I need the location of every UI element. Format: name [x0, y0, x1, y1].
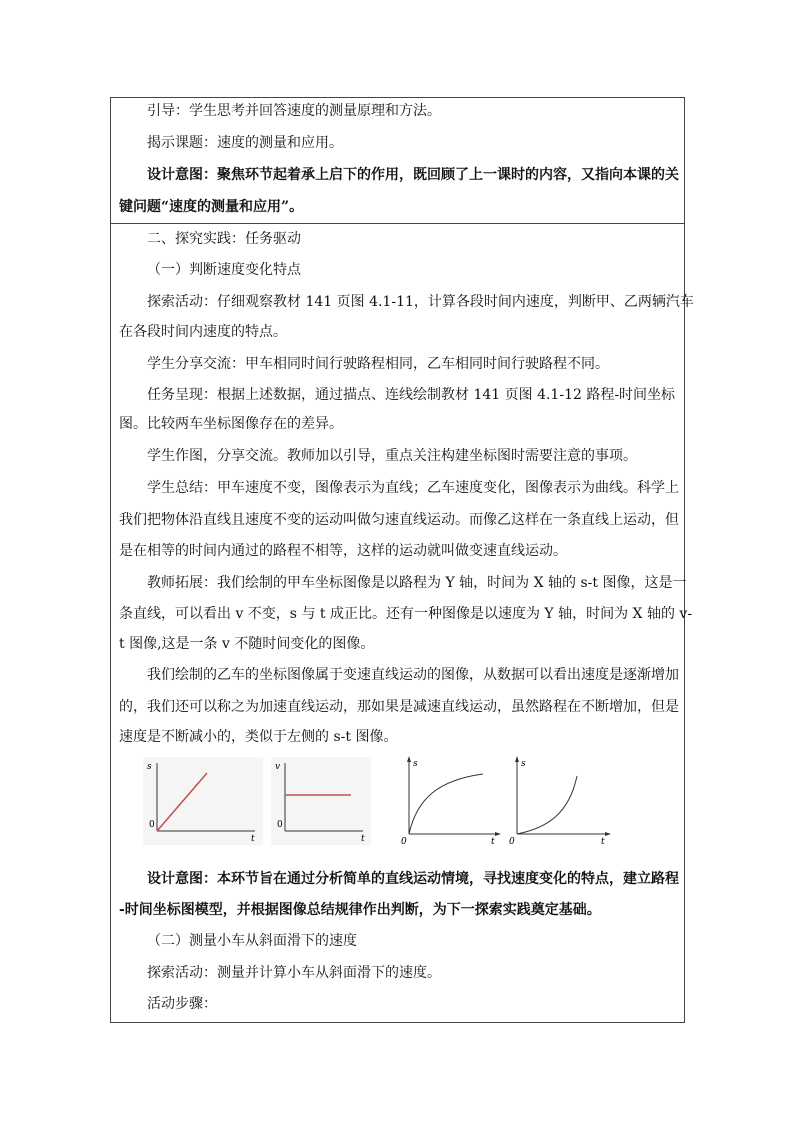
design-intent-cont: -时间坐标图模型，并根据图像总结规律作出判断，为下一探索实践奠定基础。 — [119, 902, 601, 918]
y-axis-label: v — [275, 762, 281, 772]
paragraph: 学生分享交流：甲车相同时间行驶路程相同，乙车相同时间行驶路程不同。 — [147, 356, 609, 372]
x-axis-label: t — [361, 834, 365, 844]
paragraph: 揭示课题：速度的测量和应用。 — [147, 135, 343, 151]
st-linear-graph — [143, 757, 263, 845]
y-axis-label: s — [147, 762, 152, 772]
design-intent: 设计意图：聚焦环节起着承上启下的作用，既回顾了上一课时的内容，又指向本课的关 — [147, 167, 679, 183]
origin-label: 0 — [277, 820, 283, 830]
paragraph: 引导：学生思考并回答速度的测量原理和方法。 — [147, 103, 441, 119]
vt-constant-graph — [271, 757, 371, 845]
x-axis-label: t — [491, 837, 495, 846]
paragraph: 是在相等的时间内通过的路程不相等，这样的运动就叫做变速直线运动。 — [119, 543, 567, 559]
paragraph: 的，我们还可以称之为加速直线运动，那如果是减速直线运动，虽然路程在不断增加，但是 — [119, 699, 679, 715]
paragraph: 在各段时间内速度的特点。 — [119, 324, 287, 340]
x-axis-label: t — [601, 837, 605, 846]
lesson-plan-table — [110, 97, 694, 1023]
st-accelerating-graph — [503, 754, 613, 846]
design-intent-cont: 键问题“速度的测量和应用”。 — [119, 199, 304, 215]
paragraph: 活动步骤： — [147, 996, 217, 1012]
origin-label: 0 — [149, 820, 155, 830]
subsection-heading: （一）判断速度变化特点 — [147, 262, 301, 278]
paragraph: 学生总结：甲车速度不变，图像表示为直线；乙车速度变化，图像表示为曲线。科学上 — [147, 480, 679, 496]
paragraph: 条直线，可以看出 v 不变，s 与 t 成正比。还有一种图像是以速度为 Y 轴，时间为 X 轴的 v- — [119, 606, 693, 622]
paragraph: 学生作图，分享交流。教师加以引导，重点关注构建坐标图时需要注意的事项。 — [147, 448, 637, 464]
paragraph: 探索活动：仔细观察教材 141 页图 4.1-11，计算各段时间内速度，判断甲、乙两辆汽车 — [147, 294, 694, 310]
paragraph: t 图像,这是一条 v 不随时间变化的图像。 — [119, 636, 375, 652]
x-axis-label: t — [251, 834, 255, 844]
paragraph: 探索活动：测量并计算小车从斜面滑下的速度。 — [147, 965, 441, 981]
origin-label: 0 — [401, 837, 407, 846]
table-cell-practice — [110, 223, 694, 1023]
paragraph: 速度是不断减小的，类似于左侧的 s-t 图像。 — [119, 729, 398, 745]
paragraph: 我们把物体沿直线且速度不变的运动叫做匀速直线运动。而像乙这样在一条直线上运动，但 — [119, 512, 679, 528]
origin-label: 0 — [509, 837, 515, 846]
subsection-heading: （二）测量小车从斜面滑下的速度 — [147, 933, 357, 949]
paragraph: 任务呈现：根据上述数据，通过描点、连线绘制教材 141 页图 4.1-12 路程-时间坐标 — [147, 387, 676, 403]
design-intent: 设计意图：本环节旨在通过分析简单的直线运动情境，寻找速度变化的特点，建立路程 — [147, 871, 679, 887]
y-axis-label: s — [521, 759, 526, 769]
y-axis-label: s — [413, 759, 418, 769]
paragraph: 教师拓展：我们绘制的甲车坐标图像是以路程为 Y 轴，时间为 X 轴的 s-t 图像，这是一 — [147, 575, 687, 591]
table-cell-intro — [110, 97, 685, 224]
paragraph: 我们绘制的乙车的坐标图像属于变速直线运动的图像，从数据可以看出速度是逐渐增加 — [147, 667, 679, 683]
paragraph: 图。比较两车坐标图像存在的差异。 — [119, 416, 343, 432]
section-heading: 二、探究实践：任务驱动 — [147, 231, 301, 247]
st-decelerating-graph — [395, 754, 503, 846]
